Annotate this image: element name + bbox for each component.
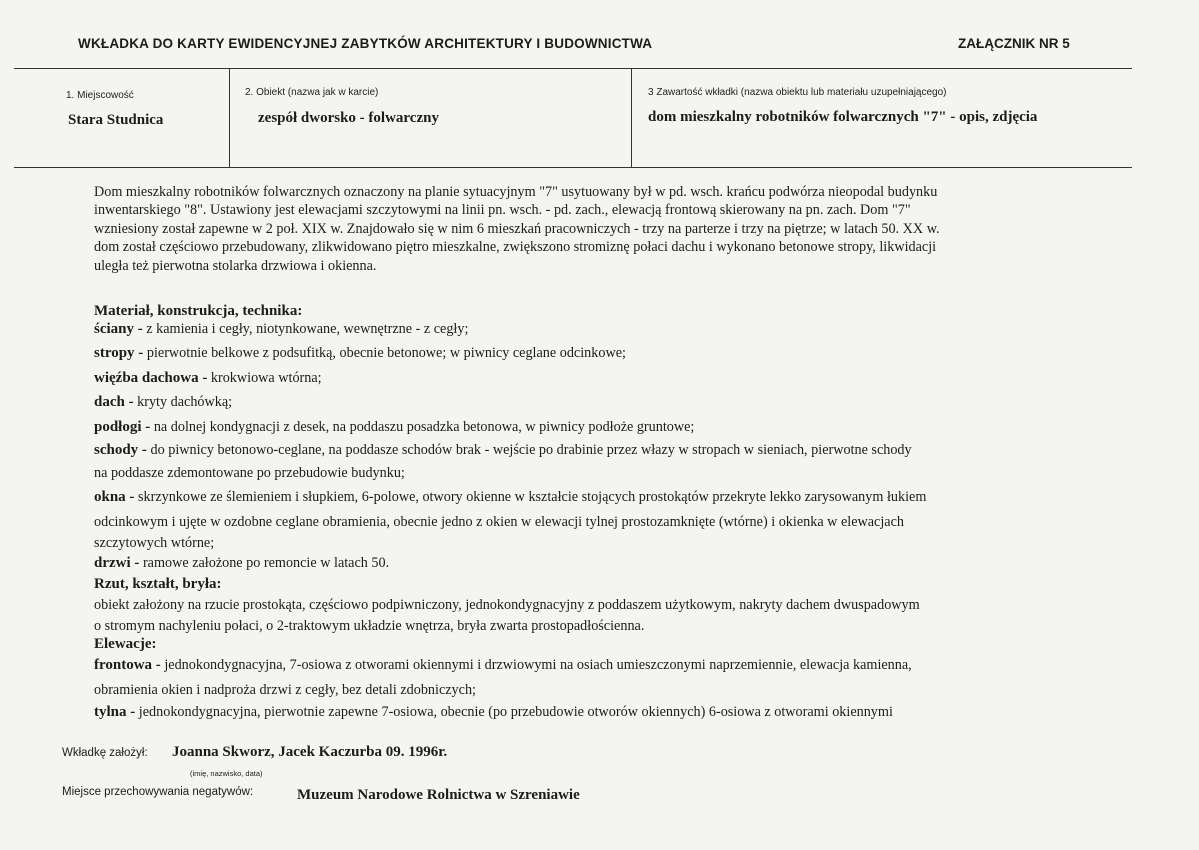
author-value: Joanna Skworz, Jacek Kaczurba 09. 1996r. [172,744,448,760]
negatives-value: Muzeum Narodowe Rolnictwa w Szreniawie [297,787,580,803]
material-line-windows-cont: szczytowych wtórne; [94,535,215,551]
form-header-title: WKŁADKA DO KARTY EWIDENCYJNEJ ZABYTKÓW ARCHITEKTURY I BUDOWNICTWA [78,36,653,51]
elevations-heading: Elewacje: [94,636,157,652]
material-line-stairs: schody - do piwnicy betonowo-ceglane, na poddasze schodów brak - wejście po drabinie przez włazy w stropach w sieniach, pierwotne schody [94,442,912,458]
field-object-label: 2. Obiekt (nazwa jak w karcie) [245,87,379,98]
description-line: inwentarskiego "8". Ustawiony jest elewacjami szczytowymi na linii pn. wsch. - pd. zach., elewacją frontową skierowany na pn. zach. Dom "7" [94,202,911,219]
elevation-rear: tylna - jednokondygnacyjna, pierwotnie zapewne 7-osiowa, obecnie (po przebudowie otworów okiennych) 6-osiowa z otworami okiennymi [94,704,893,720]
plan-line: o stromym nachyleniu połaci, o 2-traktowym układzie wnętrza, bryła zwarta prostopadłościenna. [94,618,645,634]
description-line: wzniesiony został zapewne w 2 poł. XIX w. Znajdowało się w nim 6 mieszkań pracowniczych - trzy na parterze i trzy na piętrze; w latach 50. XX w. [94,220,940,237]
field-object-value: zespół dworsko - folwarczny [258,110,439,126]
description-line: uległa też pierwotna stolarka drzwiowa i okienna. [94,257,377,274]
author-label: Wkładkę założył: [62,747,148,759]
material-line-doors: drzwi - ramowe założone po remoncie w latach 50. [94,555,390,571]
material-line-stairs-cont: na poddasze zdemontowane po przebudowie budynku; [94,465,405,481]
field-content-label: 3 Zawartość wkładki (nazwa obiektu lub materiału uzupełniającego) [648,87,947,98]
bottom-rule [14,167,1132,168]
elevation-front-cont: obramienia okien i nadproża drzwi z cegły, bez detali zdobniczych; [94,682,476,698]
field-locality-value: Stara Studnica [68,112,164,128]
field-content-value: dom mieszkalny robotników folwarcznych "7" - opis, zdjęcia [648,109,1038,125]
material-line-ceilings: stropy - pierwotnie belkowe z podsufitką, obecnie betonowe; w piwnicy ceglane odcinkowe; [94,345,626,361]
description-line: dom został częściowo przebudowany, zlikwidowano piętro mieszkalne, zwiększono stromiznę połaci dachu i wykonano betonowe stropy, likwidacji [94,239,937,256]
material-line-windows-cont: odcinkowym i ujęte w ozdobne ceglane obramienia, obecnie jedno z okien w elewacji tylnej prostozamknięte (wtórne) i okienka w elewacjach [94,514,904,530]
plan-line: obiekt założony na rzucie prostokąta, częściowo podpiwniczony, jednokondygnacyjny z poddaszem użytkowym, nakryty dachem dwuspadowym [94,597,920,613]
annex-number: ZAŁĄCZNIK NR 5 [958,36,1070,51]
plan-heading: Rzut, kształt, bryła: [94,576,222,592]
material-line-floors: podłogi - na dolnej kondygnacji z desek, na poddaszu posadzka betonowa, w piwnicy podłoże gruntowe; [94,419,695,435]
material-line-roof: dach - kryty dachówką; [94,394,233,410]
description-line: Dom mieszkalny robotników folwarcznych oznaczony na planie sytuacyjnym "7" usytuowany był w pd. wsch. krańcu podwórza nieopodal budynku [94,184,938,200]
author-note: (imię, nazwisko, data) [190,769,263,778]
top-rule [14,68,1132,69]
material-line-windows: okna - skrzynkowe ze ślemieniem i słupkiem, 6-polowe, otwory okienne w kształcie stojących prostokątów przekryte lekko zarysowanym łukiem [94,489,927,505]
material-line-roof-truss: więźba dachowa - krokwiowa wtórna; [94,370,322,386]
description-paragraph [94,183,1134,275]
divider-2 [631,68,632,167]
divider-1 [229,68,230,167]
material-heading: Materiał, konstrukcja, technika: [94,303,303,319]
field-locality-label: 1. Miejscowość [66,90,134,101]
material-line-walls: ściany - z kamienia i cegły, niotynkowane, wewnętrzne - z cegły; [94,321,469,337]
elevation-front: frontowa - jednokondygnacyjna, 7-osiowa z otworami okiennymi i drzwiowymi na osiach umieszczonymi naprzemiennie, elewacja kamienna, [94,657,912,673]
negatives-label: Miejsce przechowywania negatywów: [62,786,254,798]
